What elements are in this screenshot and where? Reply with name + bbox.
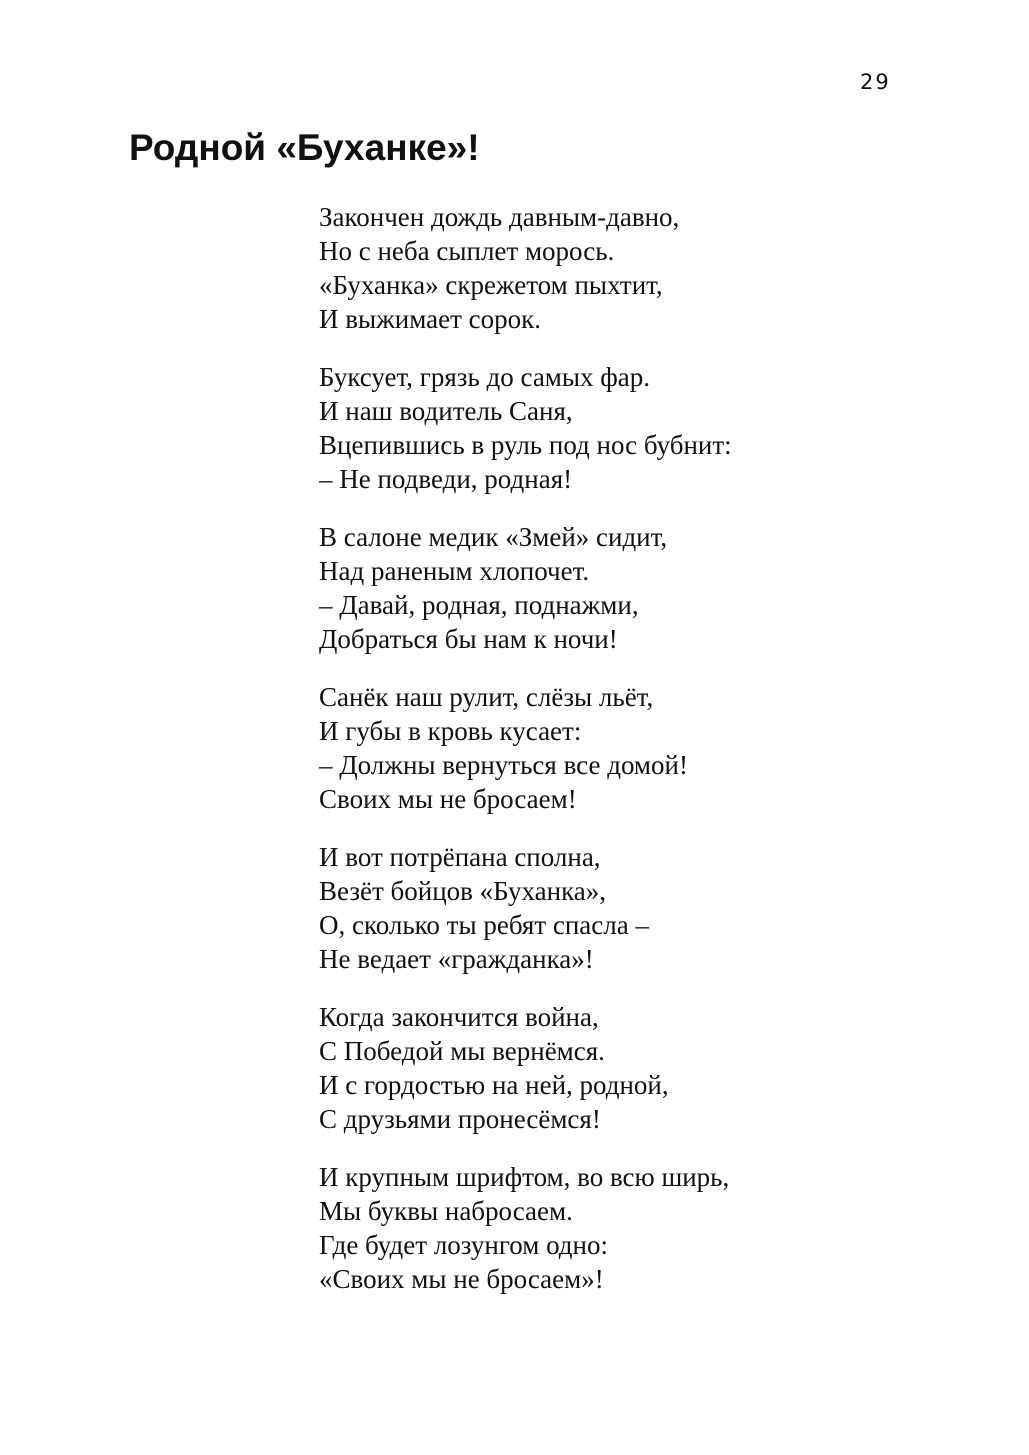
poem-line: Везёт бойцов «Буханка», <box>319 876 607 906</box>
poem-title: Родной «Буханке»! <box>129 127 480 168</box>
stanza <box>319 1000 879 1136</box>
stanza <box>319 840 879 976</box>
poem-line: Добраться бы нам к ночи! <box>319 624 618 654</box>
stanza <box>319 360 879 496</box>
poem-line: Буксует, грязь до самых фар. <box>319 362 651 392</box>
stanza <box>319 680 879 816</box>
poem-line: Не ведает «гражданка»! <box>319 944 594 974</box>
poem-line: И выжимает сорок. <box>319 304 542 334</box>
poem-body <box>319 200 879 1320</box>
poem-line: С Победой мы вернёмся. <box>319 1036 605 1066</box>
poem-line: Когда закончится война, <box>319 1002 599 1032</box>
poem-line: – Давай, родная, поднажми, <box>319 590 639 620</box>
poem-line: Где будет лозунгом одно: <box>319 1230 608 1260</box>
stanza <box>319 520 879 656</box>
poem-line: «Буханка» скрежетом пыхтит, <box>319 270 663 300</box>
poem-line: И наш водитель Саня, <box>319 396 573 426</box>
poem-line: И крупным шрифтом, во всю ширь, <box>319 1162 730 1192</box>
poem-line: Закончен дождь давным-давно, <box>319 202 680 232</box>
poem-line: И губы в кровь кусает: <box>319 716 582 746</box>
poem-line: Над раненым хлопочет. <box>319 556 590 586</box>
stanza <box>319 200 879 336</box>
poem-line: Своих мы не бросаем! <box>319 784 577 814</box>
poem-line: О, сколько ты ребят спасла – <box>319 910 649 940</box>
poem-line: С друзьями пронесёмся! <box>319 1104 601 1134</box>
page-number: 29 <box>860 70 891 94</box>
poem-line: Мы буквы набросаем. <box>319 1196 573 1226</box>
poem-line: Вцепившись в руль под нос бубнит: <box>319 430 732 460</box>
stanza <box>319 1160 879 1296</box>
poem-line: «Своих мы не бросаем»! <box>319 1264 604 1294</box>
poem-line: И с гордостью на ней, родной, <box>319 1070 669 1100</box>
poem-line: Санёк наш рулит, слёзы льёт, <box>319 682 654 712</box>
poem-line: – Должны вернуться все домой! <box>319 750 688 780</box>
poem-line: В салоне медик «Змей» сидит, <box>319 522 668 552</box>
poem-line: И вот потрёпана сполна, <box>319 842 601 872</box>
poem-line: Но с неба сыплет морось. <box>319 236 615 266</box>
poem-line: – Не подведи, родная! <box>319 464 573 494</box>
